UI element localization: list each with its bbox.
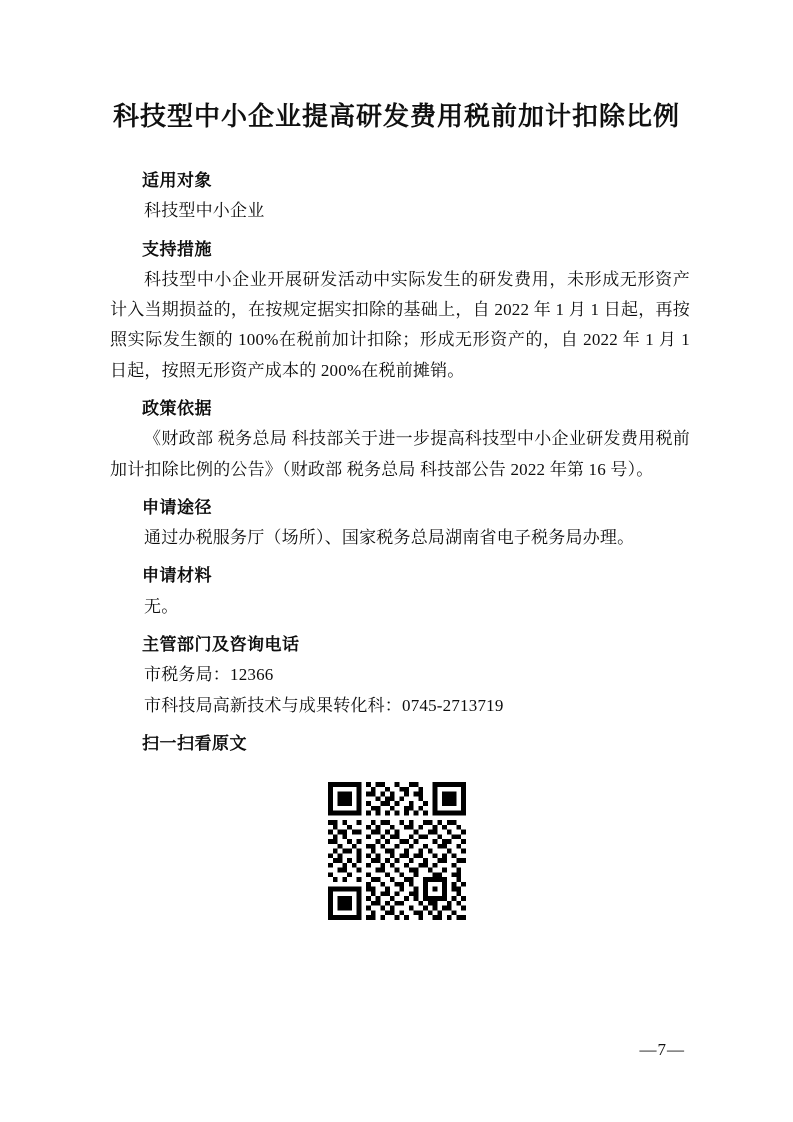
document-body (110, 168, 690, 759)
page-number: —7— (639, 1040, 685, 1059)
section-body-application-channel: 通过办税服务厅（场所）、国家税务总局湖南省电子税务局办理。 (144, 528, 635, 548)
section-body-policy-basis: 《财政部 税务总局 科技部关于进一步提高科技型中小企业研发费用税前加计扣除比例的公告》（财政部 税务总局 科技部公告 2022 年第 16 号）。 (110, 429, 690, 479)
section-heading-policy-basis: 政策依据 (142, 398, 212, 418)
section-heading-application-channel: 申请途径 (142, 497, 212, 517)
section-body-applicable-target: 科技型中小企业 (144, 201, 265, 221)
page-title: 科技型中小企业提高研发费用税前加计扣除比例 (112, 102, 680, 131)
section-heading-support-measures: 支持措施 (142, 239, 212, 259)
section-heading-applicable-target: 适用对象 (142, 171, 212, 190)
qr-code-container (0, 782, 793, 925)
section-heading-application-materials: 申请材料 (142, 566, 212, 586)
qr-code-image (328, 782, 466, 920)
contact-science-bureau: 市科技局高新技术与成果转化科：0745-2713719 (144, 695, 504, 715)
section-body-support-measures: 科技型中小企业开展研发活动中实际发生的研发费用，未形成无形资产计入当期损益的，在按规定据实扣除的基础上，自 2022 年 1 月 1 日起，再按照实际发生额的 100%在税前加计扣除；形成无形资产的，自 2022 年 1 月 1 日起，按照无形资产成本的 200%在税前摊销。 (110, 269, 690, 380)
contact-tax-bureau: 市税务局：12366 (144, 665, 274, 685)
section-heading-scan-original: 扫一扫看原文 (142, 733, 247, 753)
section-heading-authority-and-phone: 主管部门及咨询电话 (142, 634, 300, 654)
section-body-application-materials: 无。 (144, 596, 179, 616)
